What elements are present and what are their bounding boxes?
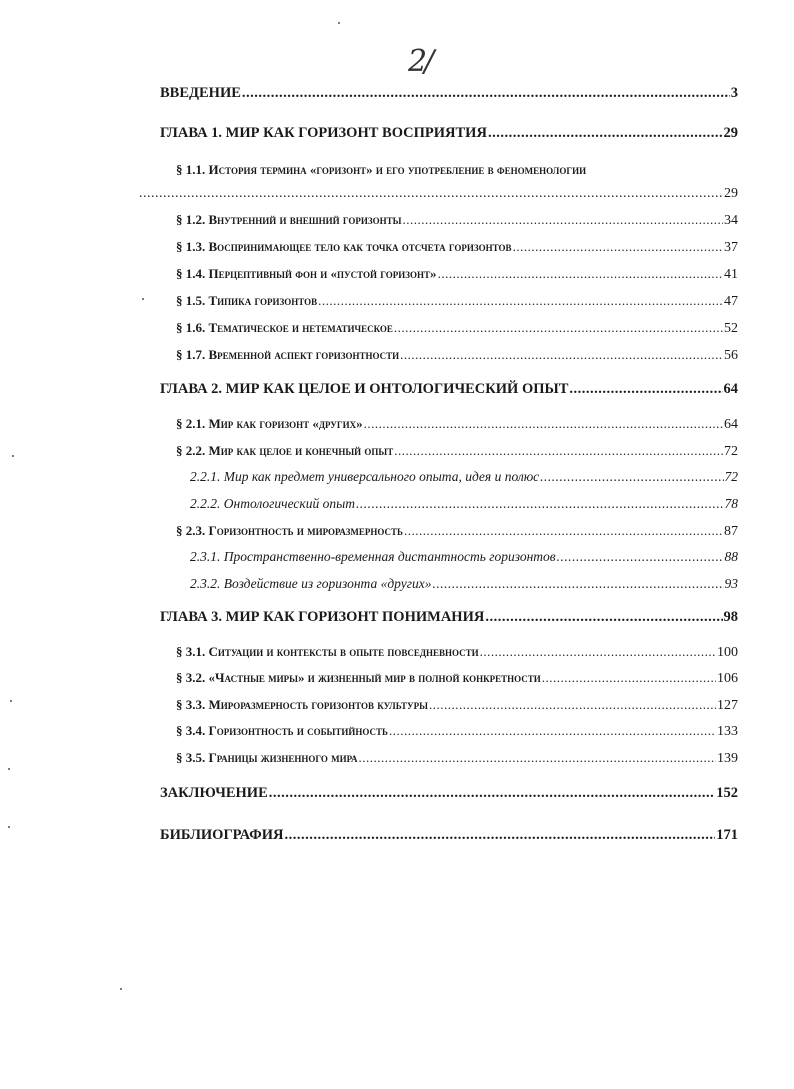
toc-label: § 1.5. Типика горизонтов [176, 293, 318, 308]
scan-speck [8, 768, 10, 770]
toc-page-number: 47 [724, 294, 738, 309]
toc-page-number: 52 [724, 321, 738, 336]
toc-label: 2.2.2. Онтологический опыт [190, 496, 356, 511]
toc-entry-1-4[interactable] [176, 267, 738, 282]
toc-page-number: 93 [724, 576, 738, 591]
dot-leader [318, 294, 723, 308]
dot-leader [394, 321, 723, 335]
scan-speck [338, 22, 340, 24]
toc-entry-chapter-3[interactable] [160, 610, 738, 626]
toc-label: ГЛАВА 1. МИР КАК ГОРИЗОНТ ВОСПРИЯТИЯ [160, 125, 487, 141]
dot-leader [480, 645, 716, 659]
toc-page-number: 41 [724, 267, 738, 282]
toc-page-number: 171 [716, 827, 738, 843]
toc-entry-3-1[interactable] [176, 645, 738, 660]
toc-entry-2-3[interactable] [176, 524, 738, 539]
dot-leader [569, 382, 722, 398]
toc-label: § 2.2. Мир как целое и конечный опыт [176, 443, 394, 458]
dot-leader [429, 698, 716, 712]
toc-entry-1-7[interactable] [176, 348, 738, 363]
toc-label: ГЛАВА 3. МИР КАК ГОРИЗОНТ ПОНИМАНИЯ [160, 609, 485, 625]
toc-page-number: 29 [724, 186, 738, 201]
toc-page-number: 133 [717, 724, 738, 739]
toc-page-number: 3 [730, 85, 738, 101]
dot-leader [540, 470, 723, 485]
toc-label: § 3.3. Мироразмерность горизонтов культуры [176, 697, 428, 712]
toc-page-number: 34 [724, 213, 738, 228]
dot-leader [356, 497, 723, 512]
toc-entry-3-3[interactable] [176, 698, 738, 713]
toc-label: § 1.2. Внутренний и внешний горизонты [176, 212, 402, 227]
toc-page-number: 87 [724, 524, 738, 539]
toc-page-number: 72 [724, 469, 738, 484]
toc-entry-3-5[interactable] [176, 751, 738, 766]
toc-entry-2-3-2[interactable] [190, 577, 738, 592]
scan-speck [12, 455, 14, 457]
toc-page-number: 100 [717, 645, 738, 660]
toc-entry-1-1-continuation[interactable] [138, 186, 738, 201]
dot-leader [242, 86, 730, 102]
toc-page-number: 78 [724, 496, 738, 511]
dot-leader [485, 610, 722, 626]
dot-leader [513, 240, 723, 254]
handwritten-page-number: 2/ [408, 44, 432, 79]
toc-entry-2-2[interactable] [176, 444, 738, 459]
dot-leader [284, 828, 715, 844]
toc-page-number: 64 [723, 381, 738, 397]
toc-page-number: 139 [717, 751, 738, 766]
toc-label: ЗАКЛЮЧЕНИЕ [160, 785, 268, 801]
toc-entry-intro[interactable] [160, 86, 738, 102]
toc-entry-2-2-1[interactable] [190, 470, 738, 485]
toc-label: § 1.6. Тематическое и нетематическое [176, 320, 393, 335]
toc-label: 2.3.1. Пространственно-временная дистантность горизонтов [190, 549, 556, 564]
toc-label: § 3.1. Ситуации и контексты в опыте повседневности [176, 644, 479, 659]
dot-leader [364, 417, 723, 431]
toc-label: БИБЛИОГРАФИЯ [160, 827, 284, 843]
dot-leader [389, 724, 716, 738]
toc-entry-1-6[interactable] [176, 321, 738, 336]
scan-speck [142, 298, 144, 300]
dot-leader [557, 550, 724, 565]
dot-leader [488, 126, 723, 142]
dot-leader [404, 524, 723, 538]
toc-entry-1-2[interactable] [176, 213, 738, 228]
toc-label: § 3.2. «Частные миры» и жизненный мир в полной конкретности [176, 670, 541, 685]
scan-speck [10, 700, 12, 702]
toc-entry-3-4[interactable] [176, 724, 738, 739]
toc-page-number: 127 [717, 698, 738, 713]
toc-entry-chapter-2[interactable] [160, 382, 738, 398]
toc-label: § 3.4. Горизонтность и событийность [176, 723, 388, 738]
toc-entry-bibliography[interactable] [160, 828, 738, 844]
toc-page-number: 88 [724, 549, 738, 564]
toc-label: 2.2.1. Мир как предмет универсального опыта, идея и полюс [190, 469, 540, 484]
toc-page-number: 29 [723, 125, 738, 141]
dot-leader [438, 267, 723, 281]
toc-entry-2-3-1[interactable] [190, 550, 738, 565]
toc-entry-1-1-label[interactable]: § 1.1. История термина «горизонт» и его употребление в феноменологии [176, 162, 587, 177]
toc-entry-1-5[interactable] [176, 294, 738, 309]
toc-page-number: 72 [724, 444, 738, 459]
toc-label: ВВЕДЕНИЕ [160, 85, 241, 101]
scan-speck [8, 826, 10, 828]
toc-page-number: 152 [716, 785, 738, 801]
toc-entry-conclusion[interactable] [160, 786, 738, 802]
dot-leader [269, 786, 715, 802]
dot-leader [358, 751, 716, 765]
dot-leader [400, 348, 723, 362]
toc-page-number: 106 [717, 671, 738, 686]
dot-leader [433, 577, 724, 592]
dot-leader [139, 186, 723, 201]
toc-page-number: 56 [724, 348, 738, 363]
toc-entry-2-1[interactable] [176, 417, 738, 432]
dot-leader [394, 444, 723, 458]
toc-entry-chapter-1[interactable] [160, 126, 738, 142]
toc-label: 2.3.2. Воздействие из горизонта «других» [190, 576, 432, 591]
toc-entry-2-2-2[interactable] [190, 497, 738, 512]
toc-label: § 2.1. Мир как горизонт «других» [176, 416, 363, 431]
toc-entry-3-2[interactable] [176, 671, 738, 686]
toc-label: § 3.5. Границы жизненного мира [176, 750, 358, 765]
toc-page-number: 98 [723, 609, 738, 625]
toc-entry-1-3[interactable] [176, 240, 738, 255]
toc-label: ГЛАВА 2. МИР КАК ЦЕЛОЕ И ОНТОЛОГИЧЕСКИЙ ОПЫТ [160, 381, 569, 397]
toc-page-number: 37 [724, 240, 738, 255]
toc-label: § 1.3. Воспринимающее тело как точка отсчета горизонтов [176, 239, 512, 254]
toc-label: § 1.7. Временной аспект горизонтности [176, 347, 400, 362]
dot-leader [403, 213, 723, 227]
toc-label: § 1.4. Перцептивный фон и «пустой горизонт» [176, 266, 437, 281]
toc-label: § 2.3. Горизонтность и мироразмерность [176, 523, 403, 538]
dot-leader [542, 671, 716, 685]
toc-page-number: 64 [724, 417, 738, 432]
scan-speck [120, 988, 122, 990]
